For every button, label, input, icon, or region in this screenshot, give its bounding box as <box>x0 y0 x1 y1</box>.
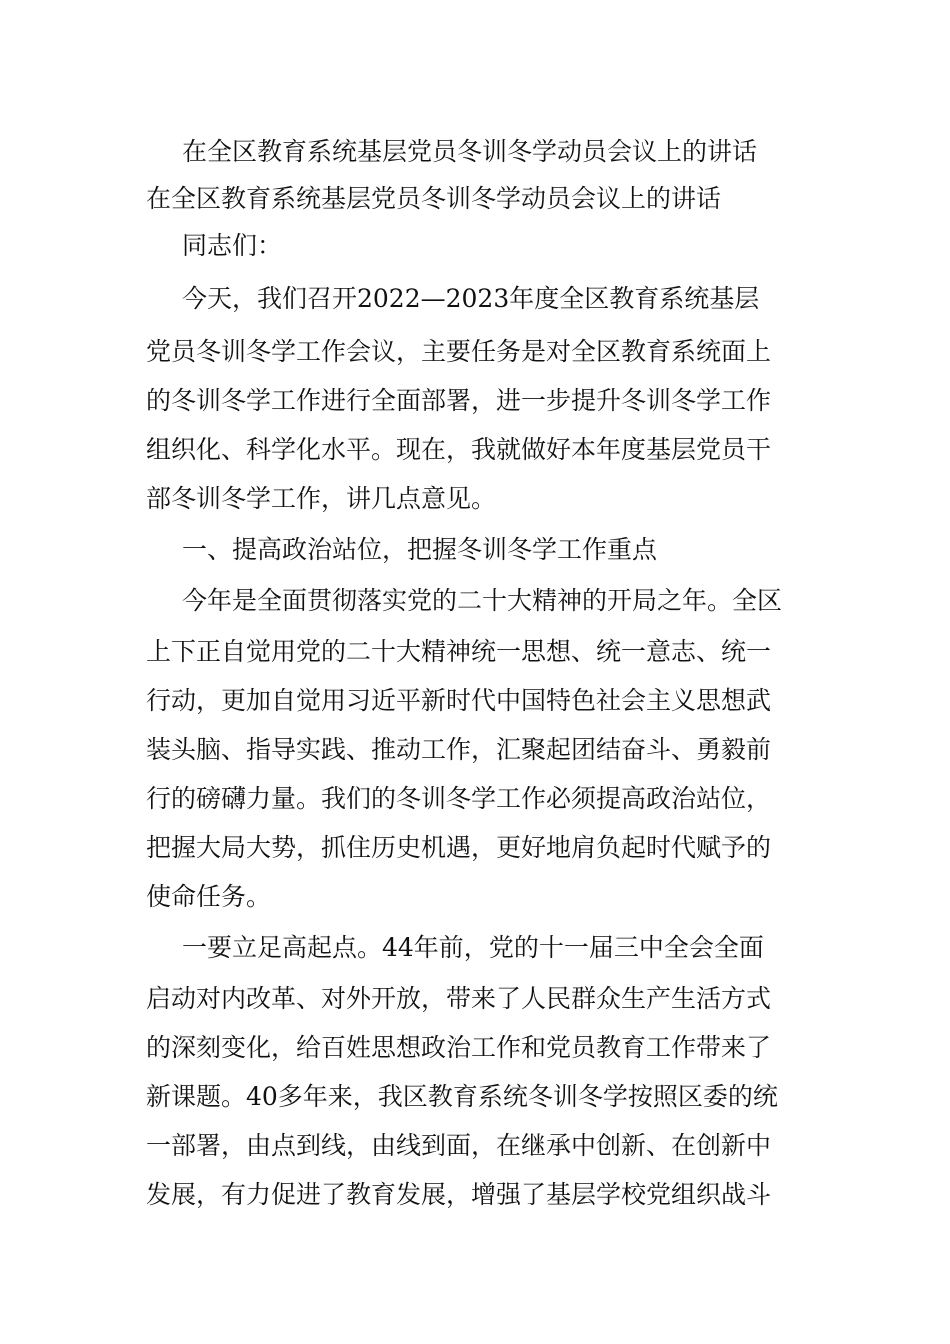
paragraph-line: 今天，我们召开2022—2023年度全区教育系统基层 <box>182 284 760 313</box>
paragraph-line: 的冬训冬学工作进行全面部署，进一步提升冬训冬学工作 <box>146 386 772 415</box>
greeting: 同志们： <box>182 231 283 260</box>
paragraph-line: 上下正自觉用党的二十大精神统一思想、统一意志、统一 <box>146 637 772 666</box>
paragraph-line: 一部署，由点到线，由线到面，在继承中创新、在创新中 <box>146 1131 772 1160</box>
paragraph-line: 装头脑、指导实践、推动工作，汇聚起团结奋斗、勇毅前 <box>146 735 772 764</box>
paragraph-line: 新课题。40多年来，我区教育系统冬训冬学按照区委的统 <box>146 1082 778 1111</box>
paragraph-line: 把握大局大势，抓住历史机遇，更好地肩负起时代赋予的 <box>146 833 772 862</box>
paragraph-line: 今年是全面贯彻落实党的二十大精神的开局之年。全区 <box>182 586 783 615</box>
paragraph-line: 使命任务。 <box>146 882 272 911</box>
paragraph-line: 启动对内改革、对外开放，带来了人民群众生产生活方式 <box>146 984 772 1013</box>
paragraph-line: 组织化、科学化水平。现在，我就做好本年度基层党员干 <box>146 435 772 464</box>
section-heading: 一、提高政治站位，把握冬训冬学工作重点 <box>182 535 658 564</box>
paragraph-line: 部冬训冬学工作，讲几点意见。 <box>146 484 497 513</box>
document-title: 在全区教育系统基层党员冬训冬学动员会议上的讲话 <box>182 137 758 166</box>
paragraph-line: 行的磅礴力量。我们的冬训冬学工作必须提高政治站位， <box>146 784 772 813</box>
paragraph-line: 党员冬训冬学工作会议，主要任务是对全区教育系统面上 <box>146 337 772 366</box>
paragraph-line: 行动，更加自觉用习近平新时代中国特色社会主义思想武 <box>146 686 772 715</box>
paragraph-line: 一要立足高起点。44年前，党的十一届三中全会全面 <box>182 933 764 962</box>
paragraph-line: 发展，有力促进了教育发展，增强了基层学校党组织战斗 <box>146 1180 772 1209</box>
document-title-repeat: 在全区教育系统基层党员冬训冬学动员会议上的讲话 <box>146 184 722 213</box>
paragraph-line: 的深刻变化，给百姓思想政治工作和党员教育工作带来了 <box>146 1033 772 1062</box>
